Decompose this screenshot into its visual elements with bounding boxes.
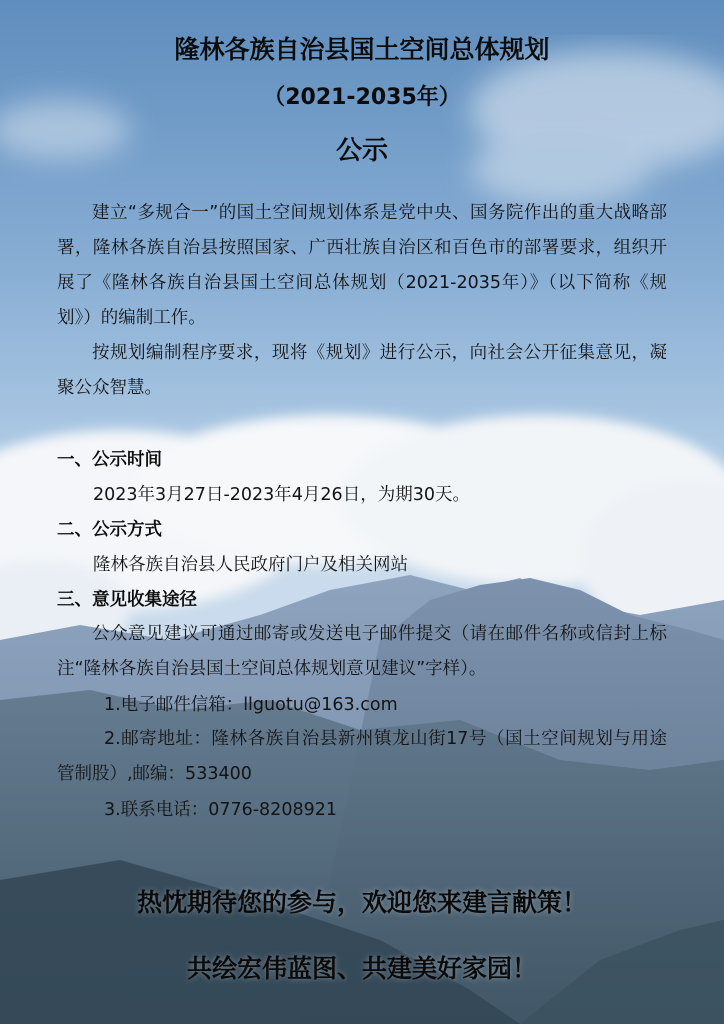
phone-line: 3.联系电话：0776-8208921: [104, 800, 337, 820]
second-paragraph: 按规划编制程序要求，现将《规划》进行公示，向社会公开征集意见，凝聚公众智慧。: [57, 343, 667, 398]
plan-years: （2021-2035年）: [263, 85, 461, 110]
address-line: 2.邮寄地址：隆林各族自治县新州镇龙山街17号（国土空间规划与用途管制股）,邮编：533400: [57, 729, 667, 784]
intro-paragraph: 建立“多规合一”的国土空间规划体系是党中央、国务院作出的重大战略部署，隆林各族自治县按照国家、广西壮族自治区和百色市的部署要求，组织开展了《隆林各族自治县国土空间总体规划（2021-2035年）》（以下简称《规划》）的编制工作。: [57, 203, 667, 328]
slogan-vision: 共绘宏伟蓝图、共建美好家园！: [186, 954, 537, 983]
section-heading-time: 一、公示时间: [57, 450, 162, 470]
time-text: 2023年3月27日-2023年4月26日，为期30天。: [93, 485, 470, 505]
section-heading-feedback: 三、意见收集途径: [57, 590, 197, 610]
feedback-text: 公众意见建议可通过邮寄或发送电子邮件提交（请在邮件名称或信封上标注“隆林各族自治县国土空间总体规划意见建议”字样）。: [57, 624, 667, 679]
email-line: 1.电子邮件信箱：llguotu@163.com: [104, 695, 398, 715]
method-text: 隆林各族自治县人民政府门户及相关网站: [93, 555, 408, 575]
section-heading-method: 二、公示方式: [57, 520, 162, 540]
slogan-invitation: 热忱期待您的参与，欢迎您来建言献策！: [136, 888, 587, 917]
page-title: 隆林各族自治县国土空间总体规划: [174, 35, 550, 64]
notice-subtitle: 公示: [335, 136, 388, 166]
